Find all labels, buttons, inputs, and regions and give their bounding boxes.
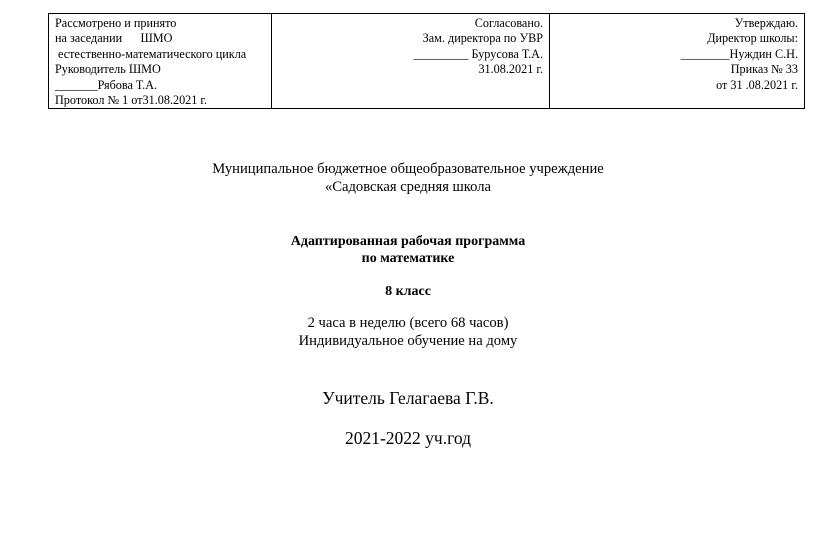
agreed-line: Согласовано. — [474, 16, 543, 30]
agreed-line: 31.08.2021 г. — [478, 62, 543, 77]
reviewed-cell — [49, 14, 272, 109]
reviewed-line: Рассмотрено и принято — [55, 16, 177, 30]
reviewed-line: Протокол № 1 от31.08.2021 г. — [55, 93, 208, 108]
approved-line: ________Нуждин С.Н. — [680, 46, 798, 61]
reviewed-line: Руководитель ШМО — [55, 62, 161, 77]
approved-line: от 31 .08.2021 г. — [716, 77, 798, 92]
program-title: Адаптированная рабочая программа — [290, 234, 526, 249]
hours-per-week: 2 часа в неделю (всего 68 часов) — [307, 315, 509, 331]
academic-year: 2021-2022 уч.год — [344, 428, 472, 448]
school-name: «Садовская средняя школа — [324, 179, 492, 195]
approved-line: Утверждаю. — [734, 16, 798, 30]
education-mode: Индивидуальное обучение на дому — [298, 333, 518, 349]
school-type: Муниципальное бюджетное общеобразовательное учреждение — [212, 161, 604, 177]
grade: 8 класс — [385, 284, 431, 299]
reviewed-line: естественно-математического цикла — [55, 46, 247, 61]
agreed-cell — [272, 14, 550, 109]
approved-line: Директор школы: — [707, 31, 798, 46]
agreed-line: _________ Бурусова Т.А. — [413, 46, 543, 61]
approval-table — [48, 13, 805, 109]
approved-line: Приказ № 33 — [730, 62, 798, 77]
approved-cell — [550, 14, 805, 109]
agreed-line: Зам. директора по УВР — [422, 31, 543, 46]
program-subject: по математике — [361, 251, 455, 266]
reviewed-line: _______Рябова Т.А. — [55, 77, 158, 92]
reviewed-line: на заседании ШМО — [55, 31, 173, 46]
teacher-name: Учитель Гелагаева Г.В. — [322, 388, 494, 408]
